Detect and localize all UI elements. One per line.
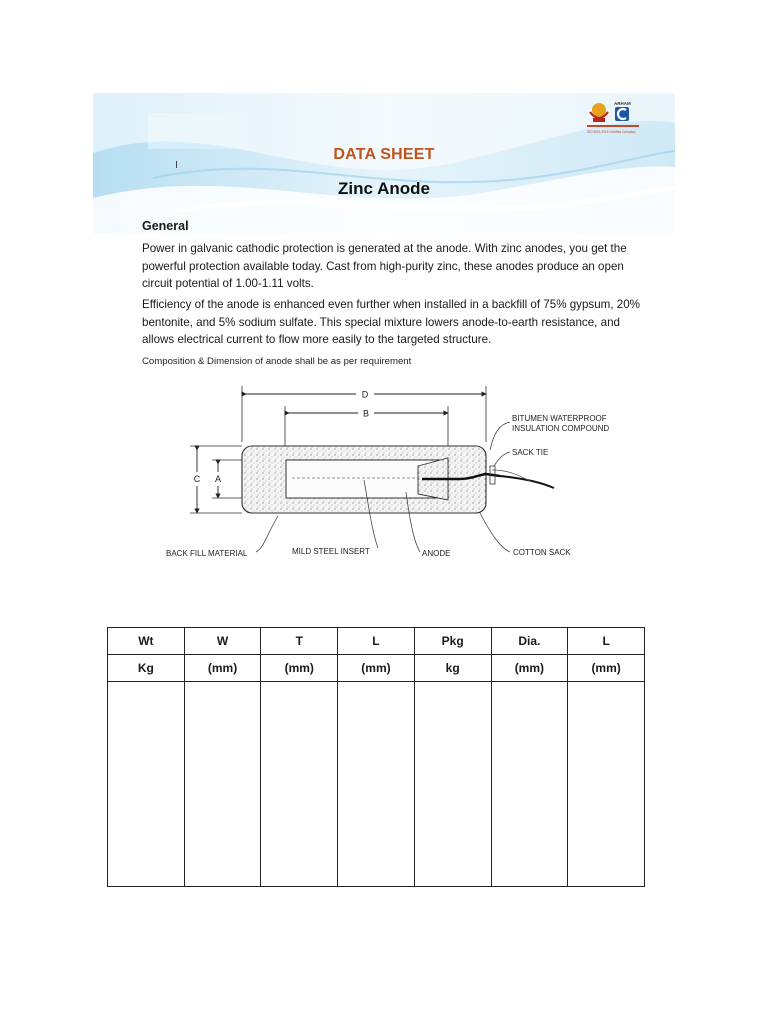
table-unit-cell: (mm) (338, 655, 415, 682)
specification-table (107, 627, 645, 887)
table-empty-cell (108, 682, 185, 887)
general-paragraph-2: Efficiency of the anode is enhanced even further when installed in a backfill of 75% gypsum, 20% bentonite, and 5% sodium sulfate. This special mixture lowers anode-to-earth resistance, and allows electrical current to flow more easily to the targeted structure. (142, 298, 640, 346)
table-header-cell: T (261, 628, 338, 655)
table-unit-cell: (mm) (568, 655, 645, 682)
table-header-row (108, 628, 645, 655)
table-header-cell: Dia. (491, 628, 568, 655)
table-unit-cell: Kg (108, 655, 185, 682)
table-header-cell: Pkg (414, 628, 491, 655)
product-title: Zinc Anode (338, 179, 430, 198)
dimension-label-c: C (193, 474, 201, 484)
dimension-label-b: B (362, 408, 370, 419)
table-unit-cell: (mm) (261, 655, 338, 682)
label-cotton-sack: COTTON SACK (513, 548, 571, 557)
table-header-cell: Wt (108, 628, 185, 655)
dimension-label-d: D (361, 389, 369, 400)
label-mild-steel-insert: MILD STEEL INSERT (292, 547, 370, 556)
table-empty-cell (414, 682, 491, 887)
general-paragraph-1: Power in galvanic cathodic protection is generated at the anode. With zinc anodes, you get the powerful protection available today. Cast from high-purity zinc, these anodes produce an open circuit potential of 1.00-1.11 volts. (142, 242, 627, 290)
table-unit-cell: kg (414, 655, 491, 682)
table-unit-cell: (mm) (184, 655, 261, 682)
document-type-title: DATA SHEET (333, 146, 435, 163)
table-units-row (108, 655, 645, 682)
section-heading-general: General (142, 219, 189, 233)
dimension-label-a: A (214, 474, 222, 484)
table-empty-body-row (108, 682, 645, 887)
table-unit-cell: (mm) (491, 655, 568, 682)
label-bitumen-line1: BITUMEN WATERPROOF (512, 414, 607, 423)
table-empty-cell (568, 682, 645, 887)
company-logo (585, 98, 643, 136)
table-empty-cell (184, 682, 261, 887)
svg-text:ISO 9001:2015 Certified Compan: ISO 9001:2015 Certified Company (587, 130, 636, 134)
table-empty-cell (491, 682, 568, 887)
table-empty-cell (338, 682, 415, 887)
table-header-cell: L (338, 628, 415, 655)
svg-text:ARHAM: ARHAM (614, 101, 631, 106)
label-bitumen-line2: INSULATION COMPOUND (512, 424, 610, 433)
table-header-cell: L (568, 628, 645, 655)
label-anode: ANODE (422, 549, 451, 558)
table-empty-cell (261, 682, 338, 887)
anode-cross-section-diagram (160, 382, 630, 568)
composition-note: Composition & Dimension of anode shall be as per requirement (142, 356, 412, 367)
label-sack-tie: SACK TIE (512, 448, 549, 457)
label-backfill-material: BACK FILL MATERIAL (166, 549, 248, 558)
table-header-cell: W (184, 628, 261, 655)
